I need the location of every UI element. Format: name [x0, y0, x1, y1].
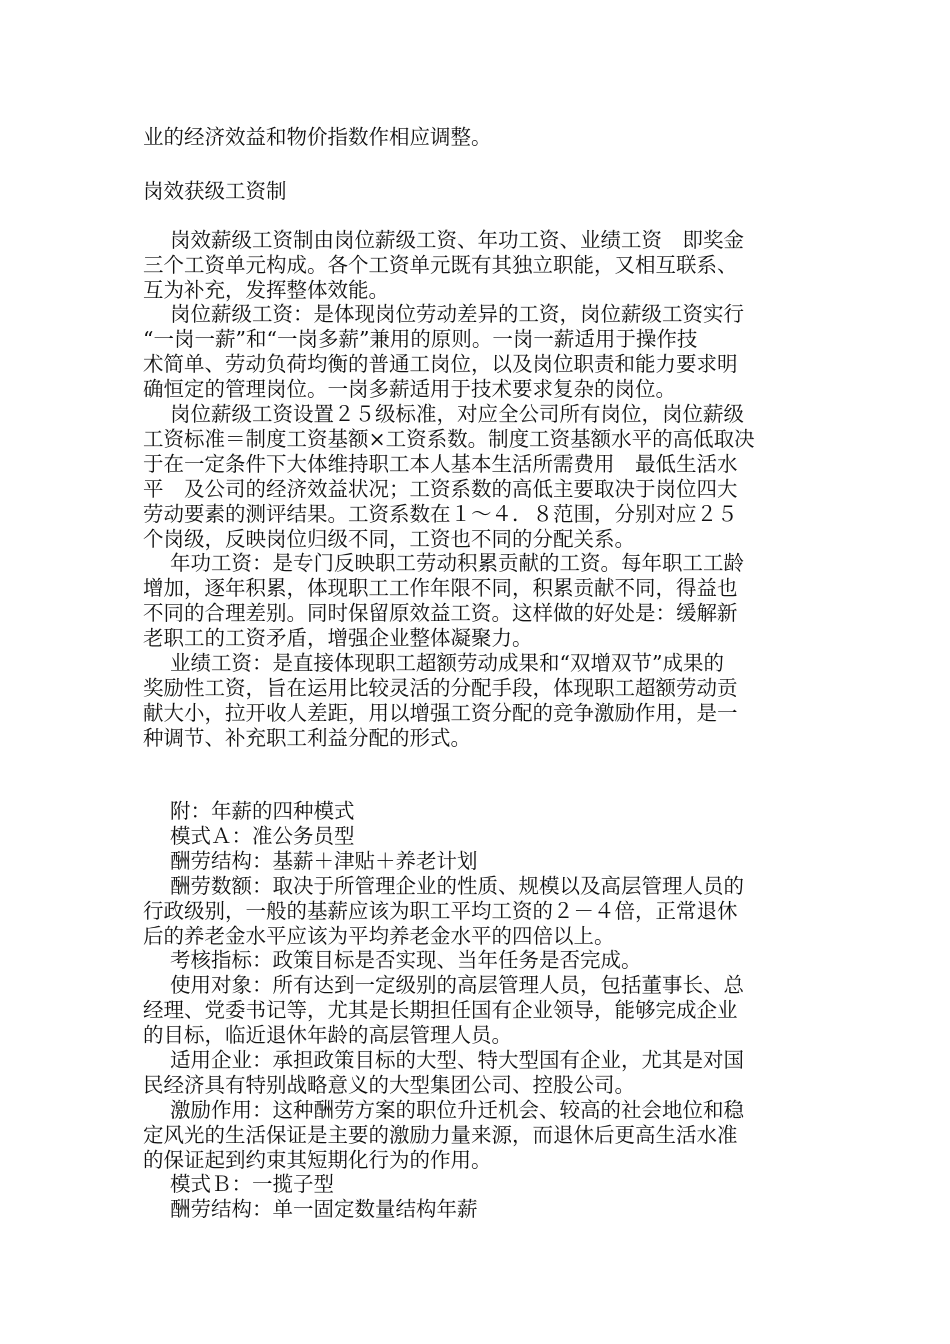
mode-a-structure: 酬劳结构：基薪＋津贴＋养老计划 — [170, 849, 478, 873]
paragraph-line: 老职工的工资矛盾，增强企业整体凝聚力。 — [143, 626, 533, 650]
paragraph-line: 奖励性工资，旨在运用比较灵活的分配手段，体现职工超额劳动贡 — [143, 676, 738, 700]
mode-b-structure: 酬劳结构：单一固定数量结构年薪 — [170, 1197, 478, 1221]
paragraph-line: 的目标，临近退休年龄的高层管理人员。 — [143, 1023, 512, 1047]
paragraph-line: 激励作用：这种酬劳方案的职位升迁机会、较高的社会地位和稳 — [170, 1098, 744, 1122]
paragraph-line: 经理、党委书记等，尤其是长期担任国有企业领导，能够完成企业 — [143, 998, 738, 1022]
paragraph-line: 不同的合理差别。同时保留原效益工资。这样做的好处是：缓解新 — [143, 601, 738, 625]
paragraph-line: 酬劳数额：取决于所管理企业的性质、规模以及高层管理人员的 — [170, 874, 744, 898]
paragraph-line: 劳动要素的测评结果。工资系数在１～４．８范围，分别对应２５ — [143, 502, 738, 526]
paragraph-line: “一岗一薪”和“一岗多薪”兼用的原则。一岗一薪适用于操作技 — [143, 327, 698, 351]
appendix-heading: 附：年薪的四种模式 — [170, 799, 355, 823]
paragraph-line: 民经济具有特别战略意义的大型集团公司、控股公司。 — [143, 1073, 635, 1097]
paragraph-line: 种调节、补充职工利益分配的形式。 — [143, 726, 471, 750]
paragraph-line: 使用对象：所有达到一定级别的高层管理人员，包括董事长、总 — [170, 973, 744, 997]
paragraph-line: 互为补充，发挥整体效能。 — [143, 278, 389, 302]
paragraph-line: 工资标准＝制度工资基额×工资系数。制度工资基额水平的高低取决 — [143, 427, 755, 451]
paragraph-line: 后的养老金水平应该为平均养老金水平的四倍以上。 — [143, 924, 615, 948]
paragraph-line: 岗位薪级工资设置２５级标准，对应全公司所有岗位，岗位薪级 — [170, 402, 744, 426]
paragraph-line: 年功工资：是专门反映职工劳动积累贡献的工资。每年职工工龄 — [170, 551, 744, 575]
intro-line: 业的经济效益和物价指数作相应调整。 — [143, 125, 492, 149]
paragraph-line: 业绩工资：是直接体现职工超额劳动成果和“双增双节”成果的 — [170, 651, 724, 675]
paragraph-line: 行政级别，一般的基薪应该为职工平均工资的２－４倍，正常退休 — [143, 899, 738, 923]
paragraph-line: 三个工资单元构成。各个工资单元既有其独立职能，又相互联系、 — [143, 253, 738, 277]
paragraph-line: 定风光的生活保证是主要的激励力量来源，而退休后更高生活水准 — [143, 1123, 738, 1147]
paragraph-line: 平 及公司的经济效益状况；工资系数的高低主要取决于岗位四大 — [143, 477, 738, 501]
paragraph-line: 个岗级，反映岗位归级不同，工资也不同的分配关系。 — [143, 527, 635, 551]
paragraph-line: 考核指标：政策目标是否实现、当年任务是否完成。 — [170, 948, 642, 972]
mode-b-heading: 模式Ｂ：一揽子型 — [170, 1172, 334, 1196]
paragraph-line: 确恒定的管理岗位。一岗多薪适用于技术要求复杂的岗位。 — [143, 377, 676, 401]
paragraph-line: 于在一定条件下大体维持职工本人基本生活所需费用 最低生活水 — [143, 452, 738, 476]
paragraph-line: 岗位薪级工资：是体现岗位劳动差异的工资，岗位薪级工资实行 — [170, 302, 744, 326]
mode-a-heading: 模式Ａ：准公务员型 — [170, 824, 355, 848]
paragraph-line: 岗效薪级工资制由岗位薪级工资、年功工资、业绩工资 即奖金 — [170, 228, 744, 252]
section-heading: 岗效获级工资制 — [143, 179, 287, 203]
paragraph-line: 增加，逐年积累，体现职工工作年限不同，积累贡献不同，得益也 — [143, 576, 738, 600]
paragraph-line: 适用企业：承担政策目标的大型、特大型国有企业，尤其是对国 — [170, 1048, 744, 1072]
paragraph-line: 的保证起到约束其短期化行为的作用。 — [143, 1148, 492, 1172]
paragraph-line: 献大小，拉开收人差距，用以增强工资分配的竞争激励作用，是一 — [143, 701, 738, 725]
paragraph-line: 术简单、劳动负荷均衡的普通工岗位，以及岗位职责和能力要求明 — [143, 352, 738, 376]
